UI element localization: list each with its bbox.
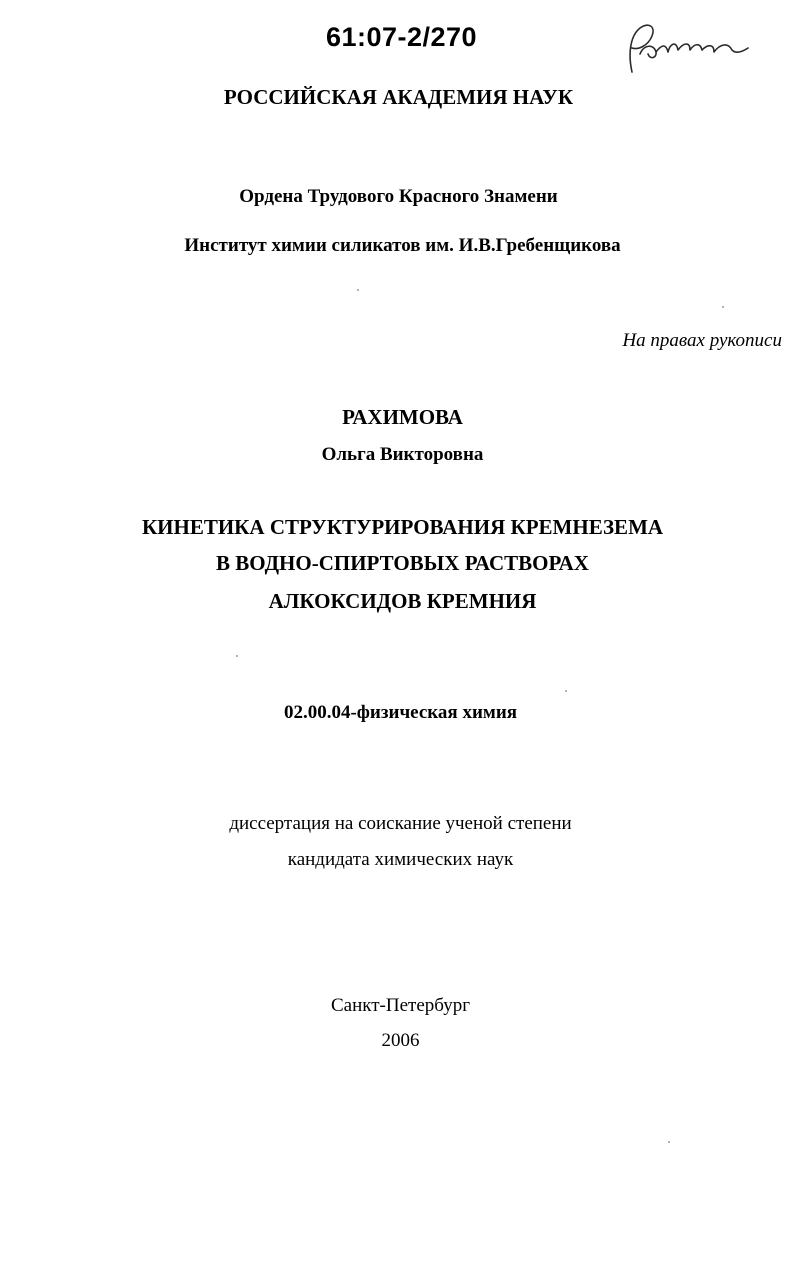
author-given-names: Ольга Викторовна: [321, 444, 484, 465]
degree-line-2: кандидата химических наук: [287, 849, 514, 870]
scan-speck: [357, 289, 359, 291]
order-line: Ордена Трудового Красного Знамени: [239, 186, 558, 207]
academy-heading: РОССИЙСКАЯ АКАДЕМИЯ НАУК: [223, 85, 574, 109]
institute-name: Институт химии силикатов им. И.В.Гребенщикова: [184, 235, 621, 256]
rights-notice: На правах рукописи: [622, 330, 782, 351]
catalog-number: 61:07-2/270: [325, 22, 478, 52]
scan-speck: [565, 690, 567, 692]
scan-speck: [236, 655, 238, 657]
title-line-1: КИНЕТИКА СТРУКТУРИРОВАНИЯ КРЕМНЕЗЕМА: [141, 515, 664, 539]
year: 2006: [381, 1030, 420, 1051]
city: Санкт-Петербург: [330, 995, 470, 1016]
scan-speck: [722, 306, 724, 308]
title-line-2: В ВОДНО-СПИРТОВЫХ РАСТВОРАХ: [216, 551, 589, 575]
specialty-code: 02.00.04-физическая химия: [283, 702, 518, 723]
author-surname: РАХИМОВА: [342, 405, 463, 429]
handwritten-signature: [610, 14, 760, 84]
title-line-3: АЛКОКСИДОВ КРЕМНИЯ: [268, 589, 537, 613]
degree-line-1: диссертация на соискание ученой степени: [229, 813, 572, 834]
scan-speck: [668, 1141, 670, 1143]
